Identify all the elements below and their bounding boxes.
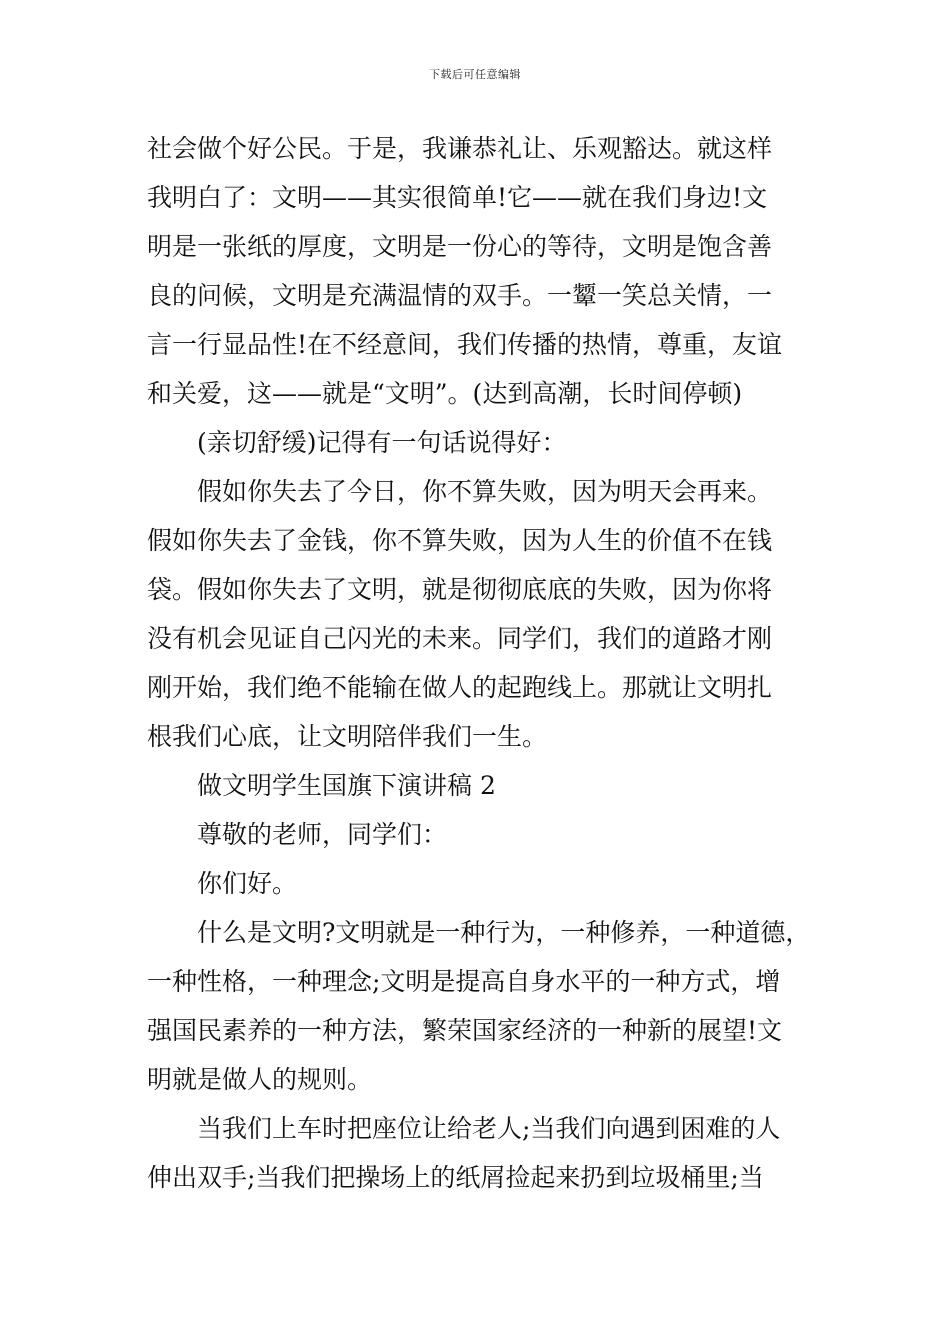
text-line: 根我们心底，让文明陪伴我们一生。 [147,722,548,751]
section-title [147,761,837,810]
text-line: 社会做个好公民。于是，我谦恭礼让、乐观豁达。就这样 [147,134,773,163]
text-line: 明是一张纸的厚度，文明是一份心的等待，文明是饱含善 [147,232,773,261]
paragraph-continued [147,516,837,761]
text-line: 言一行显品性!在不经意间，我们传播的热情，尊重，友谊 [147,330,783,359]
document-body [147,124,837,1202]
text-line: 什么是文明?文明就是一种行为，一种修养，一种道德， [197,918,811,947]
paragraph [147,1104,837,1153]
salutation [147,810,837,859]
paragraph [147,467,837,516]
text-line: 假如你失去了金钱，你不算失败，因为人生的价值不在钱 [147,526,773,555]
text-line: 刚开始，我们绝不能输在做人的起跑线上。那就让文明扎 [147,673,773,702]
text-line: 伸出双手;当我们把操场上的纸屑捡起来扔到垃圾桶里;当 [147,1163,764,1192]
paragraph [147,908,837,957]
paragraph [147,418,837,467]
text-line: 当我们上车时把座位让给老人;当我们向遇到困难的人 [197,1114,781,1143]
text-line: 明就是做人的规则。 [147,1065,373,1094]
text-line: 没有机会见证自己闪光的未来。同学们，我们的道路才刚 [147,624,773,653]
text-line: 你们好。 [197,869,298,898]
text-line: 我明白了：文明——其实很简单!它——就在我们身边!文 [147,183,768,212]
paragraph-continued [147,1153,837,1202]
text-line: 做文明学生国旗下演讲稿 2 [197,771,496,800]
paragraph [147,124,837,418]
text-line: 尊敬的老师，同学们： [197,820,448,849]
paragraph-continued [147,957,837,1104]
text-line: 和关爱，这——就是“文明”。(达到高潮，长时间停顿) [147,379,743,408]
text-line: 假如你失去了今日，你不算失败，因为明天会再来。 [197,477,773,506]
text-line: 袋。假如你失去了文明，就是彻彻底底的失败，因为你将 [147,575,773,604]
greeting [147,859,837,908]
text-line: 强国民素养的一种方法，繁荣国家经济的一种新的展望!文 [147,1016,783,1045]
text-line: 良的问候，文明是充满温情的双手。一颦一笑总关情，一 [147,281,773,310]
page-header: 下载后可任意编辑 [429,68,521,81]
text-line: 一种性格，一种理念;文明是提高自身水平的一种方式，增 [147,967,781,996]
text-line: (亲切舒缓)记得有一句话说得好： [197,428,567,457]
